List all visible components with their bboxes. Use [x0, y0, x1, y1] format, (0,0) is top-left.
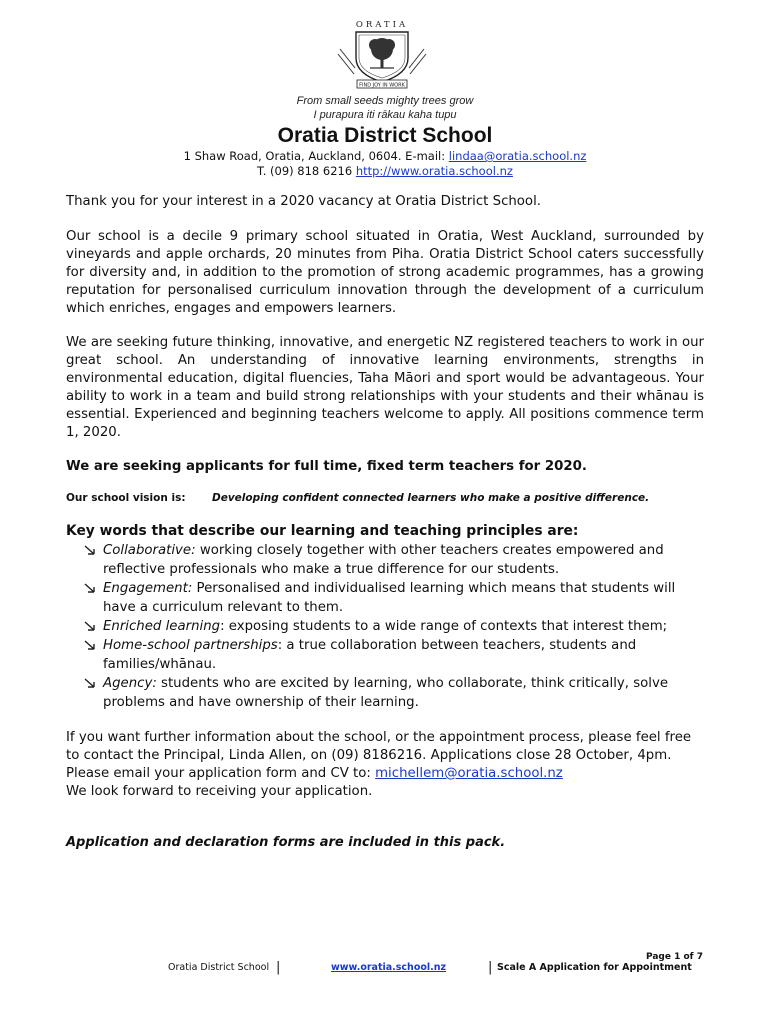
vision-text: Developing confident connected learners who make a positive difference. — [212, 492, 650, 504]
motto-english: From small seeds mighty trees grow — [296, 95, 474, 107]
school-description-paragraph: Our school is a decile 9 primary school situated in Oratia, West Auckland, surrounded by vineyards and apple orchards, 20 minutes from Piha. Oratia District School caters successfully for diversity and, in addition to the promotion of strong academic programmes, has a growing reputation for personalised curriculum innovation through the development of a curriculum which enriches, engages and empowers learners. — [66, 229, 704, 316]
keyword-desc: Personalised and individualised learning which means that students will have a curriculum relevant to them. — [103, 581, 676, 615]
arrow-bullet-icon — [84, 621, 95, 631]
list-item — [84, 541, 704, 579]
keyword-desc: : a true collaboration between teachers, students and families/whānau. — [103, 638, 637, 672]
arrow-bullet-icon — [84, 583, 95, 593]
logo-banner-text: FIND JOY IN WORK — [359, 82, 405, 89]
vision-label: Our school vision is: — [66, 492, 186, 504]
logo-name-text: ORATIA — [355, 20, 409, 30]
arrow-bullet-icon — [84, 640, 95, 650]
school-logo — [334, 18, 430, 90]
keyword-desc: working closely together with other teachers creates empowered and reflective professionals who make a true difference for our students. — [103, 543, 664, 577]
email-cv-line — [66, 765, 704, 783]
page-number: Page 1 of 7 — [646, 952, 703, 962]
keyword-term: Home-school partnerships — [103, 638, 278, 653]
forms-included-note: Application and declaration forms are included in this pack. — [66, 835, 506, 850]
website-link[interactable]: http://www.oratia.school.nz — [355, 164, 513, 178]
footer-document-title: Scale A Application for Appointment — [497, 962, 692, 973]
contact-text: If you want further information about the school, or the appointment process, please feel free to contact the Principal, Linda Allen, on (09) 8186216. Applications close 28 October, 4pm. — [66, 730, 692, 763]
arrow-bullet-icon — [84, 545, 95, 555]
keywords-title: Key words that describe our learning and teaching principles are: — [66, 523, 579, 539]
keyword-desc: : exposing students to a wide range of contexts that interest them; — [220, 619, 668, 634]
keyword-term: Agency: — [103, 676, 157, 691]
phone-line — [0, 164, 770, 178]
list-item — [84, 579, 704, 617]
footer-school-name: Oratia District School — [168, 962, 270, 973]
address-text: 1 Shaw Road, Oratia, Auckland, 0604. E-mail: — [183, 149, 449, 163]
email-cv-text: Please email your application form and CV to: — [66, 766, 376, 781]
keyword-term: Engagement: — [103, 581, 193, 596]
school-name-heading: Oratia District School — [277, 124, 493, 147]
keyword-term: Enriched learning — [103, 619, 221, 634]
list-item — [84, 617, 704, 636]
list-item — [84, 636, 704, 674]
school-vision — [66, 492, 649, 504]
arrow-bullet-icon — [84, 678, 95, 688]
footer-separator: | — [488, 960, 493, 975]
look-forward-text: We look forward to receiving your application. — [66, 784, 373, 799]
footer-separator: | — [276, 960, 281, 975]
phone-text: T. (09) 818 6216 — [257, 164, 356, 178]
footer-website-link[interactable]: www.oratia.school.nz — [331, 962, 447, 973]
intro-paragraph: Thank you for your interest in a 2020 vacancy at Oratia District School. — [66, 194, 541, 209]
page-footer — [0, 962, 770, 978]
contact-paragraph — [66, 729, 704, 801]
keyword-desc: students who are excited by learning, who collaborate, think critically, solve problems and have ownership of their learning. — [103, 676, 669, 710]
keywords-list — [84, 541, 704, 712]
list-item — [84, 674, 704, 712]
motto-maori: I purapura iti rākau kaha tupu — [313, 109, 457, 121]
keyword-term: Collaborative: — [103, 543, 196, 558]
application-email-link[interactable]: michellem@oratia.school.nz — [375, 766, 563, 781]
seeking-teachers-paragraph: We are seeking future thinking, innovative, and energetic NZ registered teachers to work in our great school. An understanding of innovative learning environments, strengths in environmental education, digital fluencies, Taha Māori and sport would be advantageous. Your ability to work in a team and build strong relationships with your students and their whānau is essential. Experienced and beginning teachers welcome to apply. All positions commence term 1, 2020. — [66, 335, 704, 440]
email-link[interactable]: lindaa@oratia.school.nz — [448, 149, 587, 163]
seeking-applicants-heading: We are seeking applicants for full time, fixed term teachers for 2020. — [66, 459, 587, 474]
address-line — [0, 149, 770, 163]
